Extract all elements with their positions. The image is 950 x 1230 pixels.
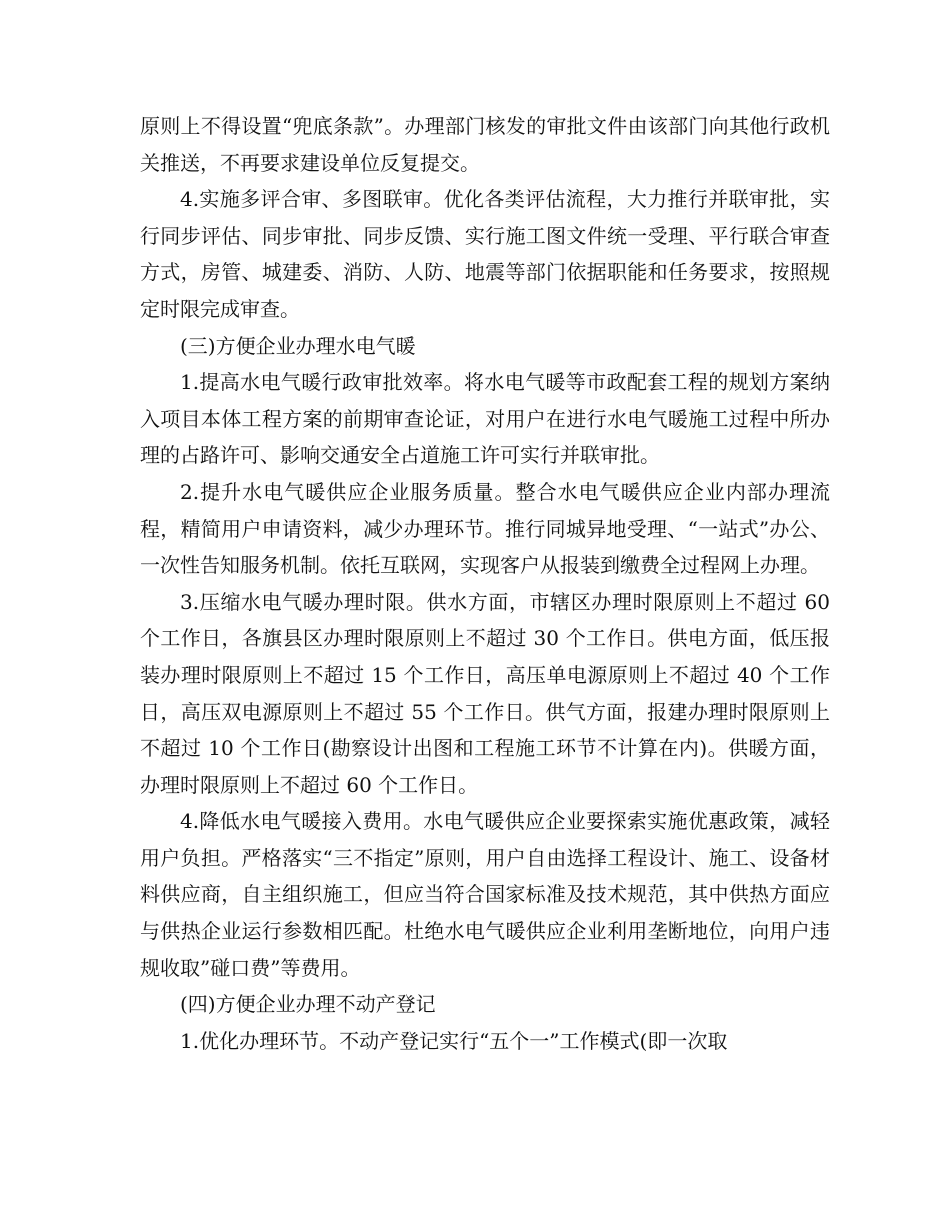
paragraph-item-2-service-quality: 2.提升水电气暖供应企业服务质量。整合水电气暖供应企业内部办理流程，精简用户申请资料，减少办理环节。推行同城异地受理、“一站式”办公、一次性告知服务机制。依托互联网，实现客户从报装到缴费全过程网上办理。 xyxy=(140,479,830,578)
paragraph-item-3-time-limits: 3.压缩水电气暖办理时限。供水方面，市辖区办理时限原则上不超过 60 个工作日，各旗县区办理时限原则上不超过 30 个工作日。供电方面，低压报装办理时限原则上不超过 15 个工作日，高压单电源原则上不超过 40 个工作日，高压双电源原则上不超过 55 个工作日。供气方面，报建办理时限原则上不超过 10 个工作日(勘察设计出图和工程施工环节不计算在内)。供暖方面，办理时限原则上不超过 60 个工作日。 xyxy=(140,589,830,797)
paragraph-item-1-optimize-steps: 1.优化办理环节。不动产登记实行“五个一”工作模式(即一次取 xyxy=(180,1028,728,1053)
paragraph-item-4-access-fees: 4.降低水电气暖接入费用。水电气暖供应企业要探索实施优惠政策，减轻用户负担。严格落实“三不指定”原则，用户自由选择工程设计、施工、设备材料供应商，自主组织施工，但应当符合国家标准及技术规范，其中供热方面应与供热企业运行参数相匹配。杜绝水电气暖供应企业利用垄断地位，向用户违规收取”碰口费”等费用。 xyxy=(140,809,830,980)
section-heading-utilities: (三)方便企业办理水电气暖 xyxy=(180,333,416,358)
document-body xyxy=(140,108,830,1059)
paragraph-item-4-joint-review: 4.实施多评合审、多图联审。优化各类评估流程，大力推行并联审批，实行同步评估、同步审批、同步反馈、实行施工图文件统一受理、平行联合审查方式，房管、城建委、消防、人防、地震等部门依据职能和任务要求，按照规定时限完成审查。 xyxy=(140,187,830,321)
paragraph-item-1-approval-efficiency: 1.提高水电气暖行政审批效率。将水电气暖等市政配套工程的规划方案纳入项目本体工程方案的前期审查论证，对用户在进行水电气暖施工过程中所办理的占路许可、影响交通安全占道施工许可实行并联审批。 xyxy=(140,370,830,468)
section-heading-real-estate: (四)方便企业办理不动产登记 xyxy=(180,992,436,1017)
paragraph-continuation: 原则上不得设置“兜底条款”。办理部门核发的审批文件由该部门向其他行政机关推送，不再要求建设单位反复提交。 xyxy=(140,114,830,175)
